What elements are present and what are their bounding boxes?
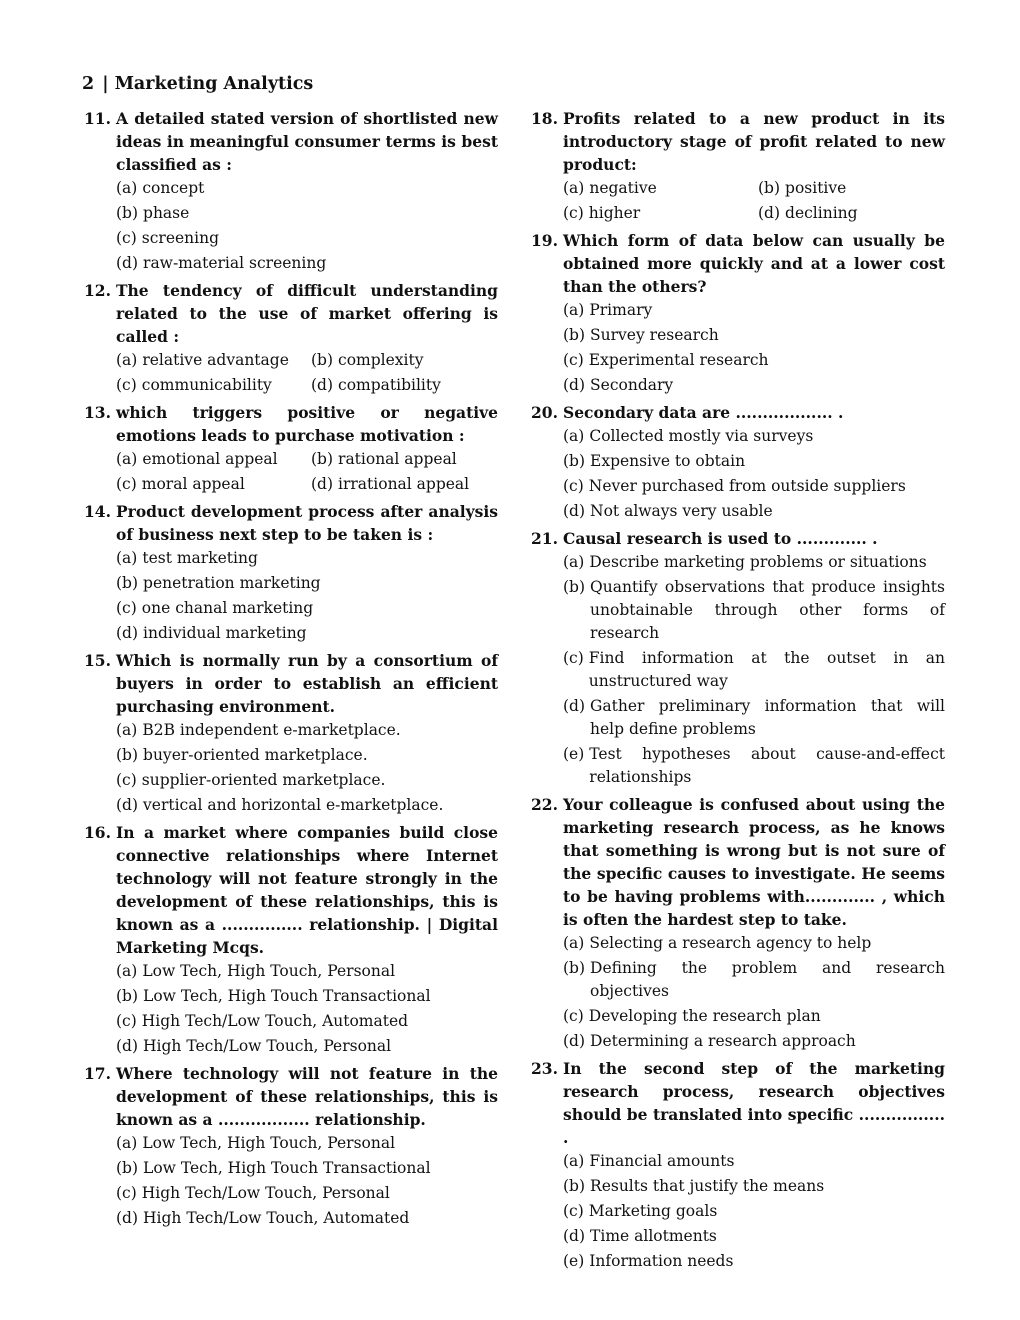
option-text: Developing the research plan <box>588 1007 821 1025</box>
answer-options <box>116 959 498 1059</box>
option-text: Test hypotheses about cause-and-effect relationships <box>589 745 945 786</box>
option-label: (a) <box>563 934 585 952</box>
answer-option <box>116 959 498 984</box>
option-label: (b) <box>311 450 334 468</box>
option-text: negative <box>589 179 657 197</box>
option-row <box>116 373 498 398</box>
question-number: 22. <box>531 795 558 814</box>
option-text: Describe marketing problems or situations <box>589 553 927 571</box>
option-label: (a) <box>563 179 585 197</box>
answer-option <box>116 373 311 398</box>
answer-options <box>116 1131 498 1231</box>
question-stem <box>531 527 945 550</box>
answer-options <box>116 718 498 818</box>
option-label: (c) <box>116 376 137 394</box>
option-label: (d) <box>563 697 586 715</box>
option-text: complexity <box>338 351 424 369</box>
option-label: (d) <box>311 475 334 493</box>
option-label: (c) <box>116 475 137 493</box>
option-label: (b) <box>563 326 586 344</box>
answer-option <box>116 472 311 497</box>
question-stem <box>531 793 945 931</box>
question-text: Which is normally run by a consortium of buyers in order to establish an efficient purchasing environment. <box>116 651 498 716</box>
question-stem <box>531 1057 945 1149</box>
option-text: concept <box>142 179 205 197</box>
option-text: compatibility <box>338 376 441 394</box>
option-text: emotional appeal <box>142 450 278 468</box>
answer-option <box>563 575 945 646</box>
option-label: (c) <box>116 599 137 617</box>
answer-option <box>116 226 498 251</box>
option-text: Survey research <box>590 326 719 344</box>
answer-option <box>116 546 498 571</box>
answer-option <box>563 176 758 201</box>
right-column <box>531 107 945 1277</box>
answer-option <box>116 984 498 1009</box>
option-label: (e) <box>563 1252 585 1270</box>
option-text: High Tech/Low Touch, Personal <box>141 1184 390 1202</box>
answer-option <box>563 742 945 790</box>
page-title: Marketing Analytics <box>114 74 314 94</box>
option-text: screening <box>141 229 220 247</box>
option-label: (b) <box>116 1159 139 1177</box>
option-label: (e) <box>563 745 585 763</box>
answer-option <box>116 348 311 373</box>
option-label: (d) <box>563 1227 586 1245</box>
option-label: (d) <box>116 624 139 642</box>
question-stem <box>84 500 498 546</box>
answer-option <box>758 201 858 226</box>
option-text: Information needs <box>589 1252 734 1270</box>
answer-option <box>563 499 945 524</box>
option-text: rational appeal <box>338 450 457 468</box>
option-text: Financial amounts <box>589 1152 735 1170</box>
option-text: supplier-oriented marketplace. <box>141 771 386 789</box>
option-text: Primary <box>589 301 653 319</box>
question-text: Your colleague is confused about using the marketing research process, as he knows that something is wrong but is not sure of the specific causes to investigate. He seems to be having problems with............. , which is often the hardest step to take. <box>563 795 945 929</box>
option-label: (b) <box>563 1177 586 1195</box>
question-number: 16. <box>84 823 111 842</box>
question-stem <box>84 107 498 176</box>
question-text: Secondary data are .................. . <box>563 403 844 422</box>
answer-options <box>116 176 498 276</box>
answer-option <box>116 1009 498 1034</box>
answer-option <box>563 449 945 474</box>
option-label: (c) <box>116 229 137 247</box>
answer-option <box>563 348 945 373</box>
question-number: 14. <box>84 502 111 521</box>
question <box>84 500 498 646</box>
question-number: 17. <box>84 1064 111 1083</box>
question <box>531 793 945 1054</box>
answer-option <box>563 646 945 694</box>
option-row <box>563 201 945 226</box>
answer-option <box>116 571 498 596</box>
option-label: (a) <box>116 1134 138 1152</box>
option-text: raw-material screening <box>143 254 327 272</box>
option-label: (d) <box>563 1032 586 1050</box>
option-label: (c) <box>563 477 584 495</box>
option-label: (c) <box>563 1007 584 1025</box>
answer-option <box>311 472 469 497</box>
option-label: (c) <box>116 1184 137 1202</box>
option-row <box>563 176 945 201</box>
header-separator: | <box>102 74 109 94</box>
option-text: penetration marketing <box>143 574 321 592</box>
question-text: Product development process after analysis of business next step to be taken is : <box>116 502 498 544</box>
question-stem <box>531 229 945 298</box>
question <box>84 1062 498 1231</box>
option-text: vertical and horizontal e-marketplace. <box>143 796 444 814</box>
answer-option <box>116 1181 498 1206</box>
option-label: (d) <box>311 376 334 394</box>
answer-options <box>563 424 945 524</box>
option-label: (d) <box>758 204 781 222</box>
option-label: (b) <box>563 959 586 977</box>
option-label: (a) <box>116 721 138 739</box>
option-label: (a) <box>116 450 138 468</box>
option-text: Defining the problem and research objectives <box>590 959 945 1000</box>
option-text: Expensive to obtain <box>590 452 746 470</box>
option-text: Find information at the outset in an unstructured way <box>588 649 945 690</box>
option-text: Time allotments <box>590 1227 717 1245</box>
question <box>84 279 498 398</box>
answer-options <box>563 931 945 1054</box>
option-label: (a) <box>116 351 138 369</box>
option-row <box>116 447 498 472</box>
question-stem <box>531 401 945 424</box>
answer-options <box>563 550 945 790</box>
option-text: Low Tech, High Touch Transactional <box>143 1159 431 1177</box>
question-number: 19. <box>531 231 558 250</box>
option-text: buyer-oriented marketplace. <box>143 746 368 764</box>
option-text: relative advantage <box>142 351 289 369</box>
option-text: Marketing goals <box>588 1202 718 1220</box>
answer-option <box>563 373 945 398</box>
answer-option <box>311 447 457 472</box>
question-stem <box>84 401 498 447</box>
question <box>84 649 498 818</box>
option-label: (a) <box>116 549 138 567</box>
answer-option <box>563 694 945 742</box>
option-row <box>116 348 498 373</box>
question-text: A detailed stated version of shortlisted new ideas in meaningful consumer terms is best classified as : <box>116 109 498 174</box>
page-header <box>82 74 313 94</box>
answer-option <box>563 931 945 956</box>
option-label: (b) <box>563 578 586 596</box>
answer-option <box>311 373 441 398</box>
answer-option <box>563 201 758 226</box>
question-text: which triggers positive or negative emotions leads to purchase motivation : <box>116 403 498 445</box>
option-label: (c) <box>563 649 584 667</box>
option-label: (a) <box>563 427 585 445</box>
answer-option <box>116 621 498 646</box>
option-label: (c) <box>563 1202 584 1220</box>
question-stem <box>84 279 498 348</box>
answer-options <box>116 447 498 497</box>
option-label: (c) <box>116 1012 137 1030</box>
option-text: Determining a research approach <box>590 1032 856 1050</box>
answer-option <box>563 1174 945 1199</box>
option-text: Not always very usable <box>590 502 773 520</box>
question-text: In a market where companies build close connective relationships where Internet technology will not feature strongly in the development of these relationships, this is known as a ............... relationship. | Digital Marketing Mcqs. <box>116 823 498 957</box>
question <box>531 1057 945 1274</box>
answer-option <box>563 298 945 323</box>
answer-option <box>563 1029 945 1054</box>
option-text: Gather preliminary information that will help define problems <box>590 697 945 738</box>
question <box>531 401 945 524</box>
option-text: one chanal marketing <box>141 599 314 617</box>
option-text: test marketing <box>142 549 258 567</box>
answer-option <box>116 1206 498 1231</box>
option-label: (b) <box>116 574 139 592</box>
option-label: (b) <box>311 351 334 369</box>
option-label: (d) <box>116 1037 139 1055</box>
answer-option <box>758 176 846 201</box>
question-stem <box>84 649 498 718</box>
answer-options <box>116 348 498 398</box>
option-label: (d) <box>563 376 586 394</box>
question-number: 13. <box>84 403 111 422</box>
option-label: (b) <box>116 746 139 764</box>
option-text: individual marketing <box>143 624 307 642</box>
option-label: (a) <box>563 301 585 319</box>
answer-option <box>116 447 311 472</box>
option-text: Low Tech, High Touch, Personal <box>142 1134 396 1152</box>
answer-option <box>563 424 945 449</box>
question <box>531 229 945 398</box>
answer-option <box>563 1199 945 1224</box>
option-text: declining <box>785 204 858 222</box>
answer-options <box>116 546 498 646</box>
option-text: phase <box>143 204 190 222</box>
answer-option <box>116 768 498 793</box>
answer-option <box>116 718 498 743</box>
question-text: Profits related to a new product in its introductory stage of profit related to new product: <box>563 109 945 174</box>
answer-option <box>563 956 945 1004</box>
answer-options <box>563 298 945 398</box>
option-text: positive <box>785 179 847 197</box>
option-text: Collected mostly via surveys <box>589 427 814 445</box>
option-label: (d) <box>116 796 139 814</box>
question <box>84 821 498 1059</box>
option-text: moral appeal <box>141 475 245 493</box>
answer-option <box>116 793 498 818</box>
question <box>531 527 945 790</box>
option-text: Quantify observations that produce insights unobtainable through other forms of research <box>590 578 945 642</box>
question-number: 11. <box>84 109 111 128</box>
question-number: 23. <box>531 1059 558 1078</box>
question <box>84 401 498 497</box>
answer-option <box>563 1149 945 1174</box>
option-text: Secondary <box>590 376 674 394</box>
question-text: Which form of data below can usually be obtained more quickly and at a lower cost than the others? <box>563 231 945 296</box>
answer-option <box>563 1004 945 1029</box>
answer-option <box>563 474 945 499</box>
option-text: High Tech/Low Touch, Automated <box>143 1209 410 1227</box>
option-label: (c) <box>116 771 137 789</box>
question-number: 12. <box>84 281 111 300</box>
option-text: High Tech/Low Touch, Automated <box>141 1012 409 1030</box>
option-text: Selecting a research agency to help <box>589 934 872 952</box>
option-label: (c) <box>563 204 584 222</box>
answer-options <box>563 1149 945 1274</box>
option-label: (b) <box>758 179 781 197</box>
option-text: Never purchased from outside suppliers <box>588 477 906 495</box>
option-text: High Tech/Low Touch, Personal <box>143 1037 392 1055</box>
answer-option <box>563 550 945 575</box>
answer-option <box>116 743 498 768</box>
answer-option <box>563 1224 945 1249</box>
option-row <box>116 472 498 497</box>
question-stem <box>84 1062 498 1131</box>
question-stem <box>531 107 945 176</box>
answer-option <box>116 201 498 226</box>
answer-option <box>116 176 498 201</box>
question-number: 15. <box>84 651 111 670</box>
option-text: Results that justify the means <box>590 1177 825 1195</box>
answer-option <box>116 596 498 621</box>
question-number: 18. <box>531 109 558 128</box>
option-label: (d) <box>116 254 139 272</box>
option-text: Low Tech, High Touch Transactional <box>143 987 431 1005</box>
left-column <box>84 107 498 1234</box>
question-text: Where technology will not feature in the development of these relationships, this is known as a ................. relationship. <box>116 1064 498 1129</box>
question <box>531 107 945 226</box>
answer-option <box>563 323 945 348</box>
option-label: (b) <box>563 452 586 470</box>
option-label: (b) <box>116 987 139 1005</box>
answer-option <box>116 1034 498 1059</box>
answer-options <box>563 176 945 226</box>
question <box>84 107 498 276</box>
option-label: (a) <box>116 179 138 197</box>
question-number: 20. <box>531 403 558 422</box>
answer-option <box>563 1249 945 1274</box>
option-text: B2B independent e-marketplace. <box>142 721 401 739</box>
question-stem <box>84 821 498 959</box>
question-number: 21. <box>531 529 558 548</box>
page-number: 2 <box>82 74 95 94</box>
question-text: The tendency of difficult understanding related to the use of market offering is called : <box>116 281 498 346</box>
option-label: (c) <box>563 351 584 369</box>
question-text: Causal research is used to ............. . <box>563 529 878 548</box>
option-label: (a) <box>563 553 585 571</box>
option-text: Experimental research <box>588 351 769 369</box>
option-label: (d) <box>116 1209 139 1227</box>
option-text: communicability <box>141 376 272 394</box>
option-label: (b) <box>116 204 139 222</box>
option-text: higher <box>588 204 641 222</box>
option-label: (a) <box>563 1152 585 1170</box>
option-label: (d) <box>563 502 586 520</box>
option-label: (a) <box>116 962 138 980</box>
answer-option <box>116 1156 498 1181</box>
answer-option <box>311 348 423 373</box>
option-text: Low Tech, High Touch, Personal <box>142 962 396 980</box>
option-text: irrational appeal <box>338 475 470 493</box>
answer-option <box>116 1131 498 1156</box>
question-text: In the second step of the marketing research process, research objectives should be translated into specific ................ . <box>563 1059 945 1147</box>
answer-option <box>116 251 498 276</box>
